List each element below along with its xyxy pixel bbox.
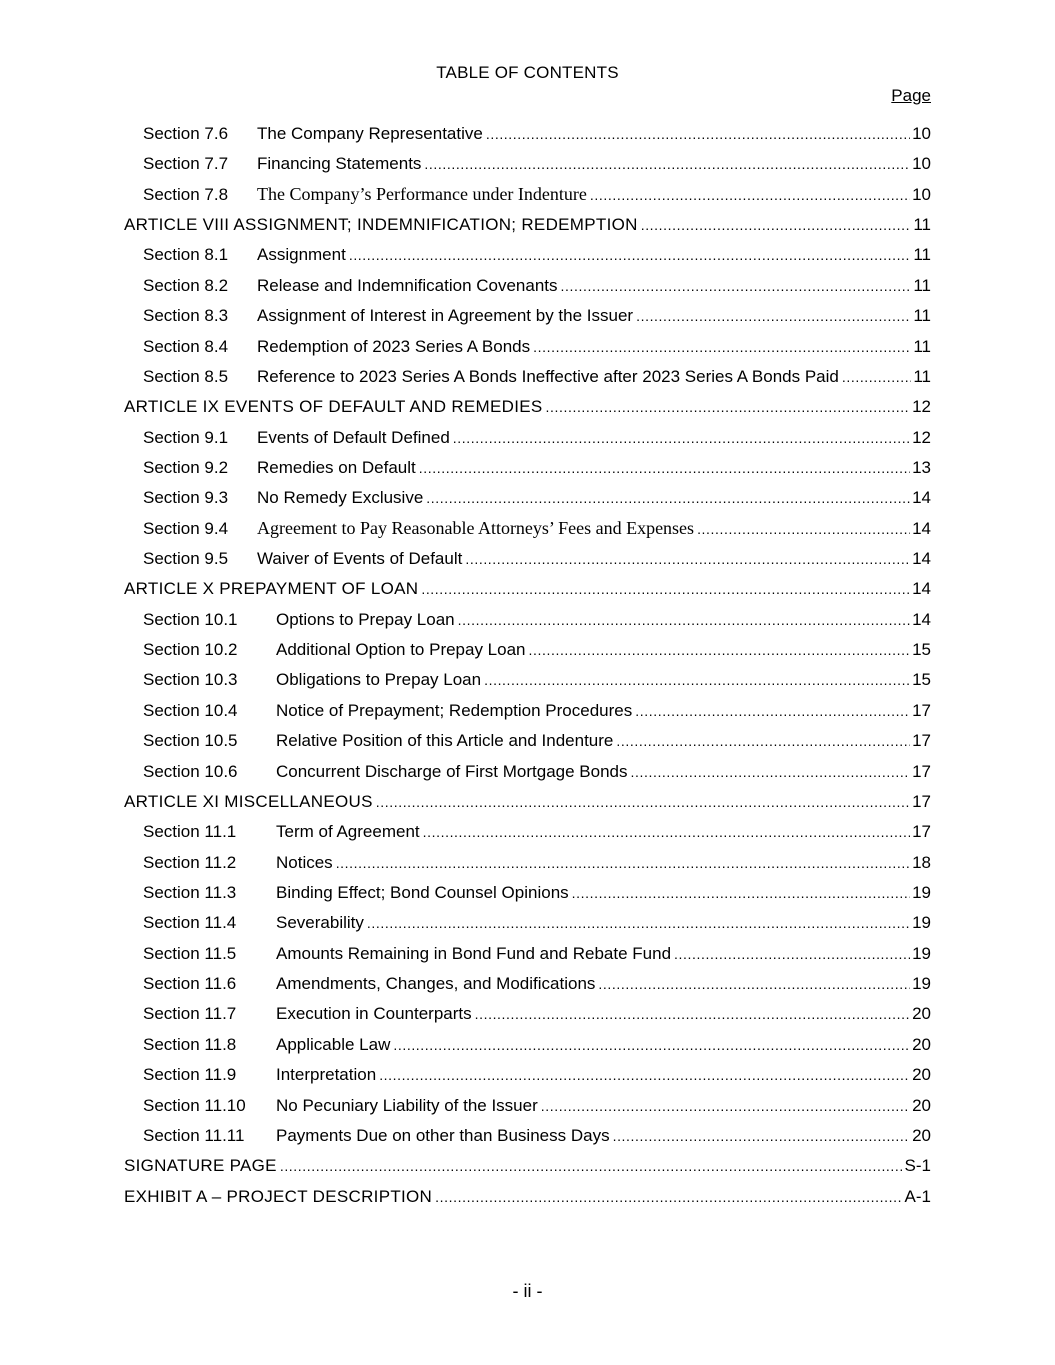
page-number: 19	[912, 974, 931, 994]
section-title: Assignment of Interest in Agreement by the Issuer	[257, 306, 634, 326]
toc-section-entry[interactable]	[124, 426, 931, 456]
section-title: Amounts Remaining in Bond Fund and Rebate Fund	[276, 943, 672, 963]
page-number: 17	[912, 731, 931, 751]
section-title: No Pecuniary Liability of the Issuer	[276, 1095, 538, 1115]
dot-leader	[641, 213, 912, 230]
toc-section-entry[interactable]	[124, 911, 931, 941]
section-title: Options to Prepay Loan	[276, 609, 455, 629]
section-number: Section 10.1	[143, 609, 238, 629]
section-title: Term of Agreement	[276, 822, 420, 842]
section-number: Section 11.3	[143, 882, 237, 902]
section-title: Remedies on Default	[257, 457, 416, 477]
dot-leader	[379, 1063, 910, 1080]
page-number: S-1	[904, 1156, 931, 1176]
page-number: 19	[912, 913, 931, 933]
section-number: Section 9.1	[143, 427, 229, 447]
toc-article-entry[interactable]	[124, 1154, 931, 1184]
page-number: 20	[912, 1125, 931, 1145]
dot-leader	[458, 608, 910, 625]
dot-leader	[635, 699, 910, 716]
toc-section-entry[interactable]	[124, 972, 931, 1002]
section-title: Execution in Counterparts	[276, 1004, 472, 1024]
section-number: Section 8.2	[143, 275, 229, 295]
dot-leader	[533, 335, 911, 352]
toc-article-entry[interactable]	[124, 790, 931, 820]
dot-leader	[465, 547, 910, 564]
section-number: Section 8.5	[143, 366, 229, 386]
page-number: 14	[912, 488, 931, 508]
page-number: 14	[912, 609, 931, 629]
section-title: The Company’s Performance under Indenture	[257, 183, 587, 204]
section-title: Applicable Law	[276, 1034, 391, 1054]
toc-section-entry[interactable]	[124, 820, 931, 850]
toc-section-entry[interactable]	[124, 608, 931, 638]
section-title: Relative Position of this Article and Indenture	[276, 731, 614, 751]
toc-section-entry[interactable]	[124, 547, 931, 577]
toc-section-entry[interactable]	[124, 668, 931, 698]
dot-leader	[598, 972, 910, 989]
page-number: 19	[912, 882, 931, 902]
section-number: Section 8.1	[143, 245, 229, 265]
page-number: 14	[912, 579, 931, 599]
page-number: A-1	[904, 1186, 931, 1206]
toc-section-entry[interactable]	[124, 699, 931, 729]
dot-leader	[423, 820, 910, 837]
page-number: 11	[913, 366, 931, 386]
dot-leader	[674, 942, 910, 959]
toc-section-entry[interactable]	[124, 760, 931, 790]
section-title: Financing Statements	[257, 154, 422, 174]
page-number: 11	[913, 245, 931, 265]
section-title: Events of Default Defined	[257, 427, 450, 447]
dot-leader	[631, 760, 911, 777]
section-title: Severability	[276, 913, 364, 933]
section-title: Notice of Prepayment; Redemption Procedures	[276, 700, 633, 720]
dot-leader	[486, 122, 910, 139]
section-number: Section 11.9	[143, 1065, 237, 1085]
page-number: 12	[912, 397, 931, 417]
section-number: Section 10.6	[143, 761, 238, 781]
toc-section-entry[interactable]	[124, 729, 931, 759]
page-number: 20	[912, 1034, 931, 1054]
page-number: 15	[912, 670, 931, 690]
toc-section-entry[interactable]	[124, 1124, 931, 1154]
dot-leader	[541, 1094, 910, 1111]
section-title: Payments Due on other than Business Days	[276, 1125, 610, 1145]
page-number: 17	[912, 761, 931, 781]
toc-section-entry[interactable]	[124, 942, 931, 972]
dot-leader	[529, 638, 911, 655]
page-number: 13	[912, 457, 931, 477]
section-title: Additional Option to Prepay Loan	[276, 640, 526, 660]
dot-leader	[426, 486, 910, 503]
page-number: 12	[912, 427, 931, 447]
page-number: 11	[913, 306, 931, 326]
toc-section-entry[interactable]	[124, 274, 931, 304]
dot-leader	[475, 1002, 910, 1019]
dot-leader	[336, 851, 910, 868]
section-number: Section 7.8	[143, 184, 229, 204]
page-number: 20	[912, 1004, 931, 1024]
section-title: Notices	[276, 852, 333, 872]
section-number: Section 10.3	[143, 670, 238, 690]
toc-article-entry[interactable]	[124, 1185, 931, 1215]
section-number: Section 9.4	[143, 518, 229, 538]
section-number: Section 9.5	[143, 549, 229, 569]
article-title: SIGNATURE PAGE	[124, 1156, 277, 1176]
page-number: 14	[912, 549, 931, 569]
page-number: 17	[912, 791, 931, 811]
page-number: 11	[913, 336, 931, 356]
toc-section-entry[interactable]	[124, 1033, 931, 1063]
section-number: Section 11.4	[143, 913, 237, 933]
dot-leader	[393, 1033, 910, 1050]
page-number: 20	[912, 1095, 931, 1115]
dot-leader	[616, 729, 910, 746]
toc-section-entry[interactable]	[124, 183, 931, 213]
dot-leader	[613, 1124, 911, 1141]
section-title: Agreement to Pay Reasonable Attorneys’ Fees and Expenses	[257, 517, 695, 538]
toc-article-entry[interactable]	[124, 577, 931, 607]
page-column-header: Page	[891, 86, 931, 105]
dot-leader	[842, 365, 911, 382]
section-number: Section 9.2	[143, 457, 229, 477]
dot-leader	[367, 911, 910, 928]
page-number: 10	[912, 124, 931, 143]
article-title: ARTICLE XI MISCELLANEOUS	[124, 791, 373, 811]
dot-leader	[280, 1154, 903, 1171]
section-title: Interpretation	[276, 1065, 377, 1085]
page-number: 15	[912, 640, 931, 660]
page-number: 17	[912, 700, 931, 720]
toc-section-entry[interactable]	[124, 456, 931, 486]
section-number: Section 11.10	[143, 1095, 246, 1115]
dot-leader	[561, 274, 912, 291]
dot-leader	[349, 243, 912, 260]
toc-section-entry[interactable]	[124, 365, 931, 395]
dot-leader	[590, 183, 910, 200]
page-number: 18	[912, 852, 931, 872]
toc-article-entry[interactable]	[124, 395, 931, 425]
toc-section-entry[interactable]	[124, 1063, 931, 1093]
article-title: ARTICLE IX EVENTS OF DEFAULT AND REMEDIES	[124, 397, 543, 417]
section-number: Section 8.4	[143, 336, 229, 356]
section-number: Section 8.3	[143, 306, 229, 326]
table-of-contents	[124, 122, 931, 1215]
section-title: Obligations to Prepay Loan	[276, 670, 482, 690]
section-title: Assignment	[257, 245, 346, 265]
toc-title: TABLE OF CONTENTS	[436, 63, 619, 82]
section-number: Section 10.5	[143, 731, 238, 751]
section-number: Section 11.11	[143, 1125, 245, 1145]
dot-leader	[424, 152, 910, 169]
page-number: 10	[912, 184, 931, 204]
page-number: 11	[913, 275, 931, 295]
toc-section-entry[interactable]	[124, 486, 931, 516]
page-number-footer: - ii -	[512, 1281, 543, 1301]
article-title: EXHIBIT A – PROJECT DESCRIPTION	[124, 1186, 433, 1206]
article-title: ARTICLE VIII ASSIGNMENT; INDEMNIFICATION; REDEMPTION	[124, 215, 638, 235]
article-title: ARTICLE X PREPAYMENT OF LOAN	[124, 579, 419, 599]
toc-article-entry[interactable]	[124, 213, 931, 243]
toc-section-entry[interactable]	[124, 1002, 931, 1032]
toc-section-entry[interactable]	[124, 851, 931, 881]
page-number: 20	[912, 1065, 931, 1085]
page-number: 11	[913, 215, 931, 235]
section-title: Amendments, Changes, and Modifications	[276, 974, 596, 994]
section-title: Concurrent Discharge of First Mortgage Bonds	[276, 761, 628, 781]
section-number: Section 11.2	[143, 852, 237, 872]
section-title: Release and Indemnification Covenants	[257, 275, 558, 295]
dot-leader	[453, 426, 910, 443]
section-title: No Remedy Exclusive	[257, 488, 424, 508]
section-number: Section 10.2	[143, 640, 238, 660]
page-number: 10	[912, 154, 931, 174]
page-number: 17	[912, 822, 931, 842]
section-title: Binding Effect; Bond Counsel Opinions	[276, 882, 569, 902]
toc-section-entry[interactable]	[124, 1094, 931, 1124]
toc-section-entry[interactable]	[124, 122, 931, 152]
section-number: Section 11.5	[143, 943, 237, 963]
page-number: 19	[912, 943, 931, 963]
toc-section-entry[interactable]	[124, 517, 931, 547]
dot-leader	[546, 395, 911, 412]
toc-section-entry[interactable]	[124, 304, 931, 334]
dot-leader	[484, 668, 910, 685]
toc-section-entry[interactable]	[124, 638, 931, 668]
section-title: Redemption of 2023 Series A Bonds	[257, 336, 531, 356]
dot-leader	[421, 577, 910, 594]
section-number: Section 11.1	[143, 822, 237, 842]
section-number: Section 7.7	[143, 154, 229, 174]
section-number: Section 11.6	[143, 974, 237, 994]
page-number: 14	[912, 518, 931, 538]
toc-section-entry[interactable]	[124, 152, 931, 182]
toc-section-entry[interactable]	[124, 335, 931, 365]
dot-leader	[636, 304, 911, 321]
dot-leader	[419, 456, 910, 473]
toc-section-entry[interactable]	[124, 881, 931, 911]
dot-leader	[697, 517, 910, 534]
section-number: Section 11.8	[143, 1034, 237, 1054]
dot-leader	[435, 1185, 902, 1202]
section-number: Section 10.4	[143, 700, 238, 720]
section-title: Waiver of Events of Default	[257, 549, 463, 569]
section-number: Section 7.6	[143, 124, 229, 143]
section-number: Section 11.7	[143, 1004, 237, 1024]
dot-leader	[376, 790, 910, 807]
dot-leader	[572, 881, 910, 898]
section-title: The Company Representative	[257, 124, 483, 143]
section-title: Reference to 2023 Series A Bonds Ineffective after 2023 Series A Bonds Paid	[257, 366, 839, 386]
section-number: Section 9.3	[143, 488, 229, 508]
toc-section-entry[interactable]	[124, 243, 931, 273]
